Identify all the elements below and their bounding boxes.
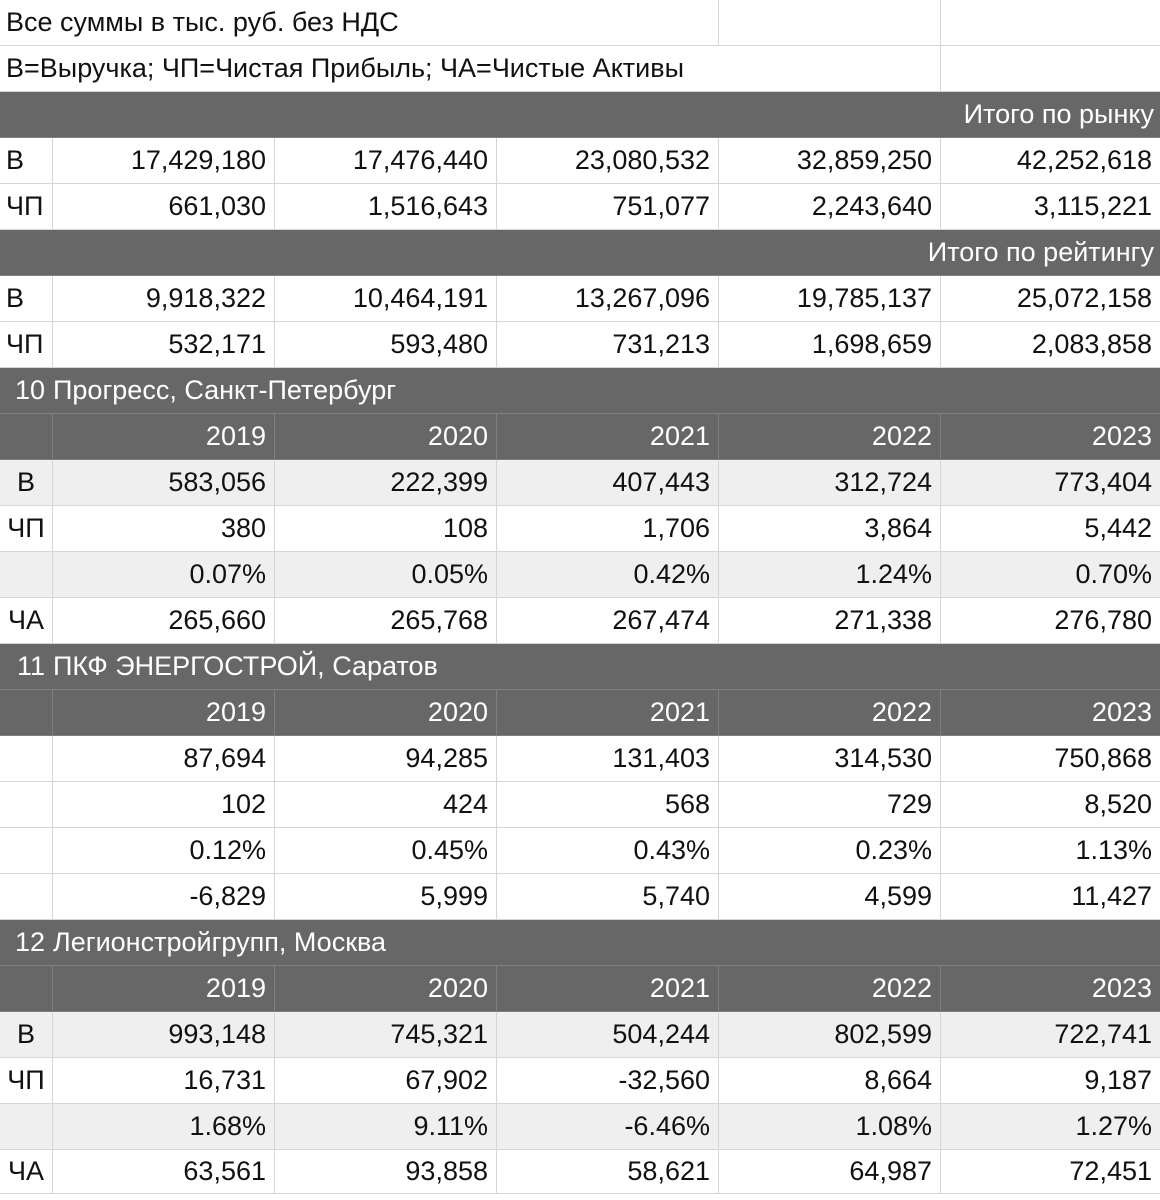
year-cell[interactable]: 2023 bbox=[1091, 697, 1152, 727]
company-rank: 11 bbox=[16, 651, 45, 681]
year-header-row bbox=[0, 690, 1160, 736]
table-row bbox=[0, 138, 1160, 184]
company-name: Легионстройгрупп, Москва bbox=[53, 927, 387, 957]
value-cell[interactable]: 42,252,618 bbox=[1016, 145, 1152, 175]
year-cell[interactable]: 2020 bbox=[275, 690, 497, 735]
value-cell[interactable]: 1.68% bbox=[53, 1104, 275, 1149]
row-label[interactable]: ЧП bbox=[0, 1058, 53, 1103]
value-cell[interactable]: 2,243,640 bbox=[719, 184, 941, 229]
table-row bbox=[0, 1150, 1160, 1194]
value-cell[interactable]: 0.07% bbox=[53, 552, 275, 597]
value-cell[interactable]: 731,213 bbox=[497, 322, 719, 367]
value-cell[interactable]: 1.08% bbox=[719, 1104, 941, 1149]
empty-cell[interactable] bbox=[0, 966, 53, 1011]
row-label[interactable]: В bbox=[0, 276, 53, 321]
value-cell[interactable]: 222,399 bbox=[275, 460, 497, 505]
row-label[interactable] bbox=[0, 828, 53, 873]
value-cell[interactable]: 25,072,158 bbox=[1016, 283, 1152, 313]
table-row bbox=[0, 828, 1160, 874]
value-cell[interactable]: 87,694 bbox=[53, 736, 275, 781]
row-label[interactable] bbox=[0, 874, 53, 919]
table-row bbox=[0, 506, 1160, 552]
value-cell[interactable]: 63,561 bbox=[53, 1150, 275, 1193]
value-cell[interactable]: 13,267,096 bbox=[497, 276, 719, 321]
value-cell[interactable]: 745,321 bbox=[275, 1012, 497, 1057]
table-row bbox=[0, 1012, 1160, 1058]
table-row bbox=[0, 598, 1160, 644]
legend-note[interactable]: В=Выручка; ЧП=Чистая Прибыль; ЧА=Чистые Активы bbox=[0, 46, 941, 91]
value-cell[interactable]: 17,476,440 bbox=[275, 138, 497, 183]
value-cell[interactable]: 265,768 bbox=[275, 598, 497, 643]
value-cell[interactable]: 5,999 bbox=[275, 874, 497, 919]
value-cell[interactable]: 23,080,532 bbox=[497, 138, 719, 183]
value-cell[interactable]: 108 bbox=[275, 506, 497, 551]
value-cell[interactable]: 8,664 bbox=[719, 1058, 941, 1103]
year-cell[interactable]: 2021 bbox=[497, 690, 719, 735]
table-row bbox=[0, 782, 1160, 828]
value-cell[interactable]: 661,030 bbox=[53, 184, 275, 229]
value-cell[interactable]: 0.70% bbox=[1075, 559, 1152, 589]
company-header-row bbox=[0, 644, 1160, 690]
value-cell[interactable]: 532,171 bbox=[53, 322, 275, 367]
value-cell[interactable]: 314,530 bbox=[719, 736, 941, 781]
value-cell[interactable]: 67,902 bbox=[275, 1058, 497, 1103]
value-cell[interactable]: 0.05% bbox=[275, 552, 497, 597]
value-cell[interactable]: 0.43% bbox=[497, 828, 719, 873]
value-cell[interactable]: 131,403 bbox=[497, 736, 719, 781]
value-cell[interactable]: 9,918,322 bbox=[53, 276, 275, 321]
market-total-title[interactable]: Итого по рынку bbox=[963, 99, 1154, 129]
table-row bbox=[0, 184, 1160, 230]
company-header-row bbox=[0, 920, 1160, 966]
value-cell[interactable]: 750,868 bbox=[1054, 743, 1152, 773]
value-cell[interactable]: 94,285 bbox=[275, 736, 497, 781]
company-title[interactable] bbox=[0, 920, 1160, 965]
row-label[interactable]: В bbox=[0, 460, 53, 505]
row-label[interactable]: ЧА bbox=[0, 598, 53, 643]
row-label[interactable]: В bbox=[0, 1012, 53, 1057]
value-cell[interactable]: 424 bbox=[275, 782, 497, 827]
value-cell[interactable]: -32,560 bbox=[497, 1058, 719, 1103]
value-cell[interactable]: 0.23% bbox=[719, 828, 941, 873]
value-cell[interactable]: 722,741 bbox=[1054, 1019, 1152, 1049]
company-title[interactable] bbox=[0, 644, 1160, 689]
value-cell[interactable]: 773,404 bbox=[1054, 467, 1152, 497]
value-cell[interactable]: 802,599 bbox=[719, 1012, 941, 1057]
value-cell[interactable]: 1,698,659 bbox=[719, 322, 941, 367]
row-label[interactable]: ЧП bbox=[0, 506, 53, 551]
company-name: ПКФ ЭНЕРГОСТРОЙ, Саратов bbox=[53, 651, 438, 681]
empty-cell[interactable] bbox=[941, 46, 1160, 91]
value-cell[interactable]: 1.24% bbox=[719, 552, 941, 597]
table-row bbox=[0, 1058, 1160, 1104]
row-label[interactable]: ЧП bbox=[0, 322, 53, 367]
row-label[interactable] bbox=[0, 736, 53, 781]
value-cell[interactable]: 265,660 bbox=[53, 598, 275, 643]
company-name: Прогресс, Санкт-Петербург bbox=[53, 375, 397, 405]
value-cell[interactable]: 58,621 bbox=[497, 1150, 719, 1193]
value-cell[interactable]: 1.27% bbox=[1075, 1111, 1152, 1141]
table-row bbox=[0, 736, 1160, 782]
value-cell[interactable]: 1,706 bbox=[497, 506, 719, 551]
table-row bbox=[0, 552, 1160, 598]
year-cell[interactable]: 2019 bbox=[53, 690, 275, 735]
value-cell[interactable]: 568 bbox=[497, 782, 719, 827]
value-cell[interactable]: 729 bbox=[719, 782, 941, 827]
year-cell[interactable]: 2021 bbox=[497, 414, 719, 459]
value-cell[interactable]: 5,740 bbox=[497, 874, 719, 919]
table-row bbox=[0, 276, 1160, 322]
value-cell[interactable]: 583,056 bbox=[53, 460, 275, 505]
year-cell[interactable]: 2021 bbox=[497, 966, 719, 1011]
value-cell[interactable]: 380 bbox=[53, 506, 275, 551]
value-cell[interactable]: 407,443 bbox=[497, 460, 719, 505]
value-cell[interactable]: 19,785,137 bbox=[719, 276, 941, 321]
header-note-row bbox=[0, 0, 1160, 46]
value-cell[interactable]: 17,429,180 bbox=[53, 138, 275, 183]
value-cell[interactable]: 3,864 bbox=[719, 506, 941, 551]
empty-cell[interactable] bbox=[719, 0, 941, 45]
value-cell[interactable]: 593,480 bbox=[275, 322, 497, 367]
value-cell[interactable]: 1.13% bbox=[1075, 835, 1152, 865]
value-cell[interactable]: -6,829 bbox=[53, 874, 275, 919]
value-cell[interactable]: 1,516,643 bbox=[275, 184, 497, 229]
table-row bbox=[0, 460, 1160, 506]
company-rank: 10 bbox=[14, 375, 45, 405]
value-cell[interactable]: 267,474 bbox=[497, 598, 719, 643]
value-cell[interactable]: 32,859,250 bbox=[719, 138, 941, 183]
year-header-row bbox=[0, 966, 1160, 1012]
table-row bbox=[0, 1104, 1160, 1150]
value-cell[interactable]: 0.42% bbox=[497, 552, 719, 597]
value-cell[interactable]: 751,077 bbox=[497, 184, 719, 229]
year-cell[interactable]: 2019 bbox=[53, 966, 275, 1011]
row-label[interactable]: ЧА bbox=[0, 1150, 53, 1193]
value-cell[interactable]: 8,520 bbox=[1084, 789, 1152, 819]
value-cell[interactable]: 64,987 bbox=[719, 1150, 941, 1193]
table-row bbox=[0, 874, 1160, 920]
value-cell[interactable]: 312,724 bbox=[719, 460, 941, 505]
company-rank: 12 bbox=[14, 927, 45, 957]
rating-total-title[interactable]: Итого по рейтингу bbox=[927, 237, 1154, 267]
year-cell[interactable]: 2020 bbox=[275, 414, 497, 459]
units-note[interactable]: Все суммы в тыс. руб. без НДС bbox=[0, 0, 719, 45]
year-cell[interactable]: 2022 bbox=[719, 414, 941, 459]
row-label[interactable]: В bbox=[0, 138, 53, 183]
year-header-row bbox=[0, 414, 1160, 460]
year-cell[interactable]: 2019 bbox=[53, 414, 275, 459]
value-cell[interactable]: 0.12% bbox=[53, 828, 275, 873]
value-cell[interactable]: 11,427 bbox=[1071, 881, 1152, 911]
value-cell[interactable]: 271,338 bbox=[719, 598, 941, 643]
row-label[interactable] bbox=[0, 552, 53, 597]
table-row bbox=[0, 322, 1160, 368]
value-cell[interactable]: 5,442 bbox=[1084, 513, 1152, 543]
empty-cell[interactable] bbox=[0, 414, 53, 459]
market-total-header bbox=[0, 92, 1160, 138]
year-cell[interactable]: 2023 bbox=[1091, 421, 1152, 451]
empty-cell[interactable] bbox=[941, 0, 1160, 45]
year-cell[interactable]: 2022 bbox=[719, 690, 941, 735]
value-cell[interactable]: 10,464,191 bbox=[275, 276, 497, 321]
company-header-row bbox=[0, 368, 1160, 414]
header-legend-row bbox=[0, 46, 1160, 92]
value-cell[interactable]: 3,115,221 bbox=[1033, 191, 1152, 221]
value-cell[interactable]: 2,083,858 bbox=[1031, 329, 1152, 359]
value-cell[interactable]: -6.46% bbox=[497, 1104, 719, 1149]
year-cell[interactable]: 2022 bbox=[719, 966, 941, 1011]
value-cell[interactable]: 9,187 bbox=[1084, 1065, 1152, 1095]
value-cell[interactable]: 9.11% bbox=[275, 1104, 497, 1149]
value-cell[interactable]: 93,858 bbox=[275, 1150, 497, 1193]
value-cell[interactable]: 4,599 bbox=[719, 874, 941, 919]
row-label[interactable] bbox=[0, 1104, 53, 1149]
value-cell[interactable]: 102 bbox=[53, 782, 275, 827]
empty-cell[interactable] bbox=[0, 690, 53, 735]
row-label[interactable] bbox=[0, 782, 53, 827]
year-cell[interactable]: 2020 bbox=[275, 966, 497, 1011]
value-cell[interactable]: 0.45% bbox=[275, 828, 497, 873]
value-cell[interactable]: 276,780 bbox=[1054, 605, 1152, 635]
value-cell[interactable]: 16,731 bbox=[53, 1058, 275, 1103]
row-label[interactable]: ЧП bbox=[0, 184, 53, 229]
value-cell[interactable]: 993,148 bbox=[53, 1012, 275, 1057]
value-cell[interactable]: 72,451 bbox=[1069, 1156, 1152, 1186]
year-cell[interactable]: 2023 bbox=[1091, 973, 1152, 1003]
rating-total-header bbox=[0, 230, 1160, 276]
value-cell[interactable]: 504,244 bbox=[497, 1012, 719, 1057]
company-title[interactable] bbox=[0, 368, 1160, 413]
